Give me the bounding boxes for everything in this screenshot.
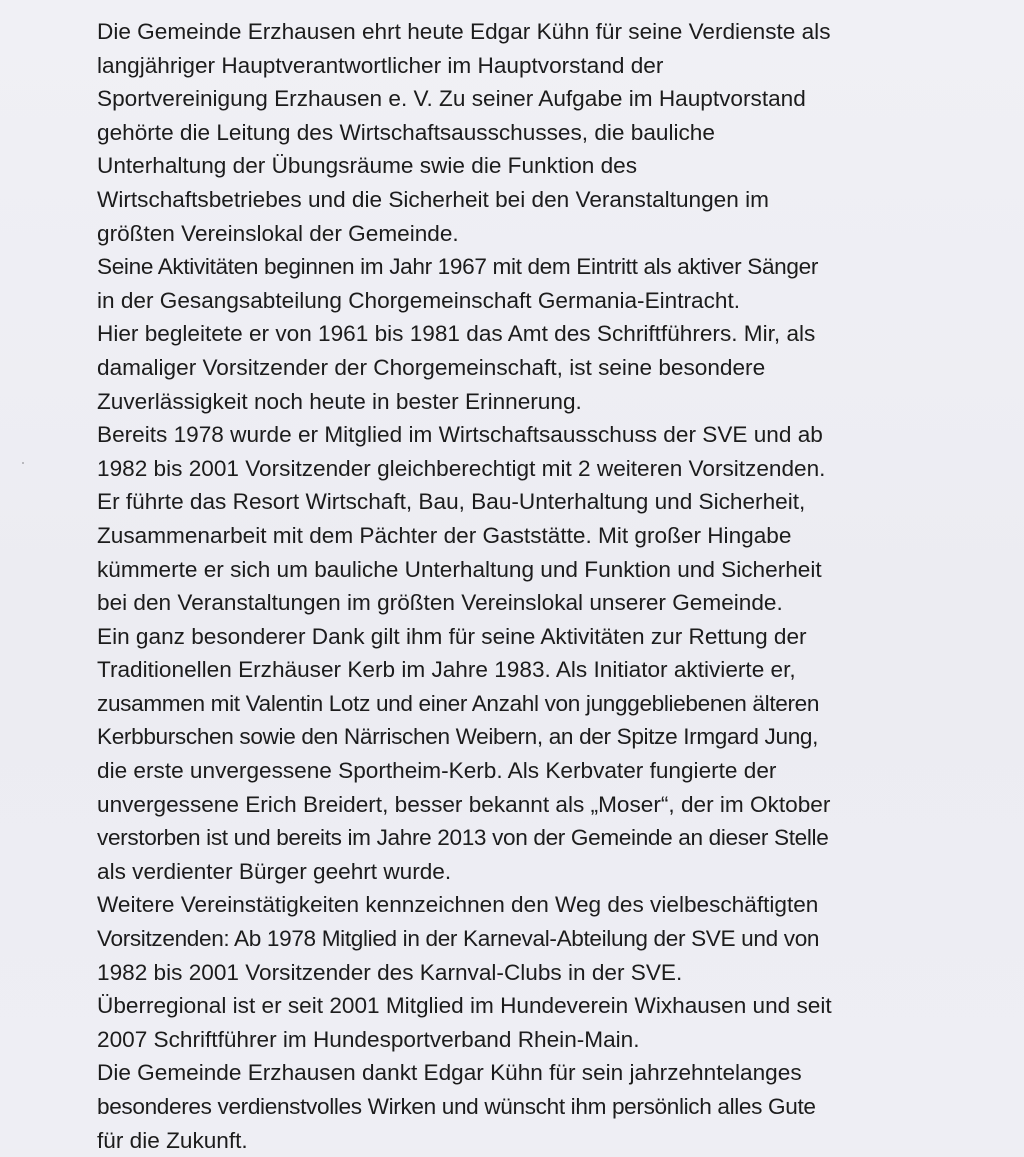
text-line: gehörte die Leitung des Wirtschaftsausschusses, die bauliche — [97, 119, 715, 145]
text-line: Überregional ist er seit 2001 Mitglied im Hundeverein Wixhausen und seit — [97, 993, 832, 1019]
text-line: größten Vereinslokal der Gemeinde. — [97, 220, 459, 246]
text-line: Hier begleitete er von 1961 bis 1981 das Amt des Schriftführers. Mir, als — [97, 321, 816, 347]
text-line: Kerbburschen sowie den Närrischen Weibern, an der Spitze Irmgard Jung, — [97, 724, 819, 750]
text-line: zusammen mit Valentin Lotz und einer Anzahl von junggebliebenen älteren — [97, 690, 820, 716]
text-line: Vorsitzenden: Ab 1978 Mitglied in der Karneval-Abteilung der SVE und von — [97, 926, 820, 952]
text-line: Ein ganz besonderer Dank gilt ihm für seine Aktivitäten zur Rettung der — [97, 623, 807, 649]
text-line: Zuverlässigkeit noch heute in bester Erinnerung. — [97, 388, 582, 414]
text-line: Sportvereinigung Erzhausen e. V. Zu seiner Aufgabe im Hauptvorstand — [97, 86, 806, 112]
text-line: besonderes verdienstvolles Wirken und wünscht ihm persönlich alles Gute — [97, 1094, 816, 1119]
text-line: Zusammenarbeit mit dem Pächter der Gaststätte. Mit großer Hingabe — [97, 522, 792, 548]
text-line: Seine Aktivitäten beginnen im Jahr 1967 mit dem Eintritt als aktiver Sänger — [97, 254, 818, 280]
text-line: in der Gesangsabteilung Chorgemeinschaft Germania-Eintracht. — [97, 287, 741, 313]
text-line: Wirtschaftsbetriebes und die Sicherheit bei den Veranstaltungen im — [97, 186, 769, 212]
text-line: die erste unvergessene Sportheim-Kerb. Als Kerbvater fungierte der — [97, 758, 777, 784]
text-line: als verdienter Bürger geehrt wurde. — [97, 858, 452, 884]
body-text — [97, 15, 997, 1157]
text-line: langjähriger Hauptverantwortlicher im Hauptvorstand der — [97, 52, 664, 78]
text-line: Die Gemeinde Erzhausen ehrt heute Edgar Kühn für seine Verdienste als — [97, 19, 831, 44]
text-line: 1982 bis 2001 Vorsitzender gleichberechtigt mit 2 weiteren Vorsitzenden. — [97, 455, 826, 481]
text-line: verstorben ist und bereits im Jahre 2013 von der Gemeinde an dieser Stelle — [97, 825, 829, 851]
text-line: Weitere Vereinstätigkeiten kennzeichnen den Weg des vielbeschäftigten — [97, 892, 819, 918]
scan-speck — [22, 462, 24, 464]
text-line: 2007 Schriftführer im Hundesportverband Rhein-Main. — [97, 1026, 640, 1052]
text-line: 1982 bis 2001 Vorsitzender des Karnval-Clubs in der SVE. — [97, 959, 683, 985]
text-line: damaliger Vorsitzender der Chorgemeinschaft, ist seine besondere — [97, 354, 766, 380]
text-line: Er führte das Resort Wirtschaft, Bau, Bau-Unterhaltung und Sicherheit, — [97, 489, 806, 515]
text-line: Bereits 1978 wurde er Mitglied im Wirtschaftsausschuss der SVE und ab — [97, 422, 823, 448]
text-line: Unterhaltung der Übungsräume swie die Funktion des — [97, 153, 638, 179]
text-line: Die Gemeinde Erzhausen dankt Edgar Kühn für sein jahrzehntelanges — [97, 1060, 802, 1086]
text-line: unvergessene Erich Breidert, besser bekannt als „Moser“, der im Oktober — [97, 791, 831, 817]
text-line: kümmerte er sich um bauliche Unterhaltung und Funktion und Sicherheit — [97, 556, 822, 582]
text-line: bei den Veranstaltungen im größten Vereinslokal unserer Gemeinde. — [97, 590, 783, 616]
text-line: Traditionellen Erzhäuser Kerb im Jahre 1983. Als Initiator aktivierte er, — [97, 657, 796, 683]
text-line: für die Zukunft. — [97, 1127, 248, 1153]
